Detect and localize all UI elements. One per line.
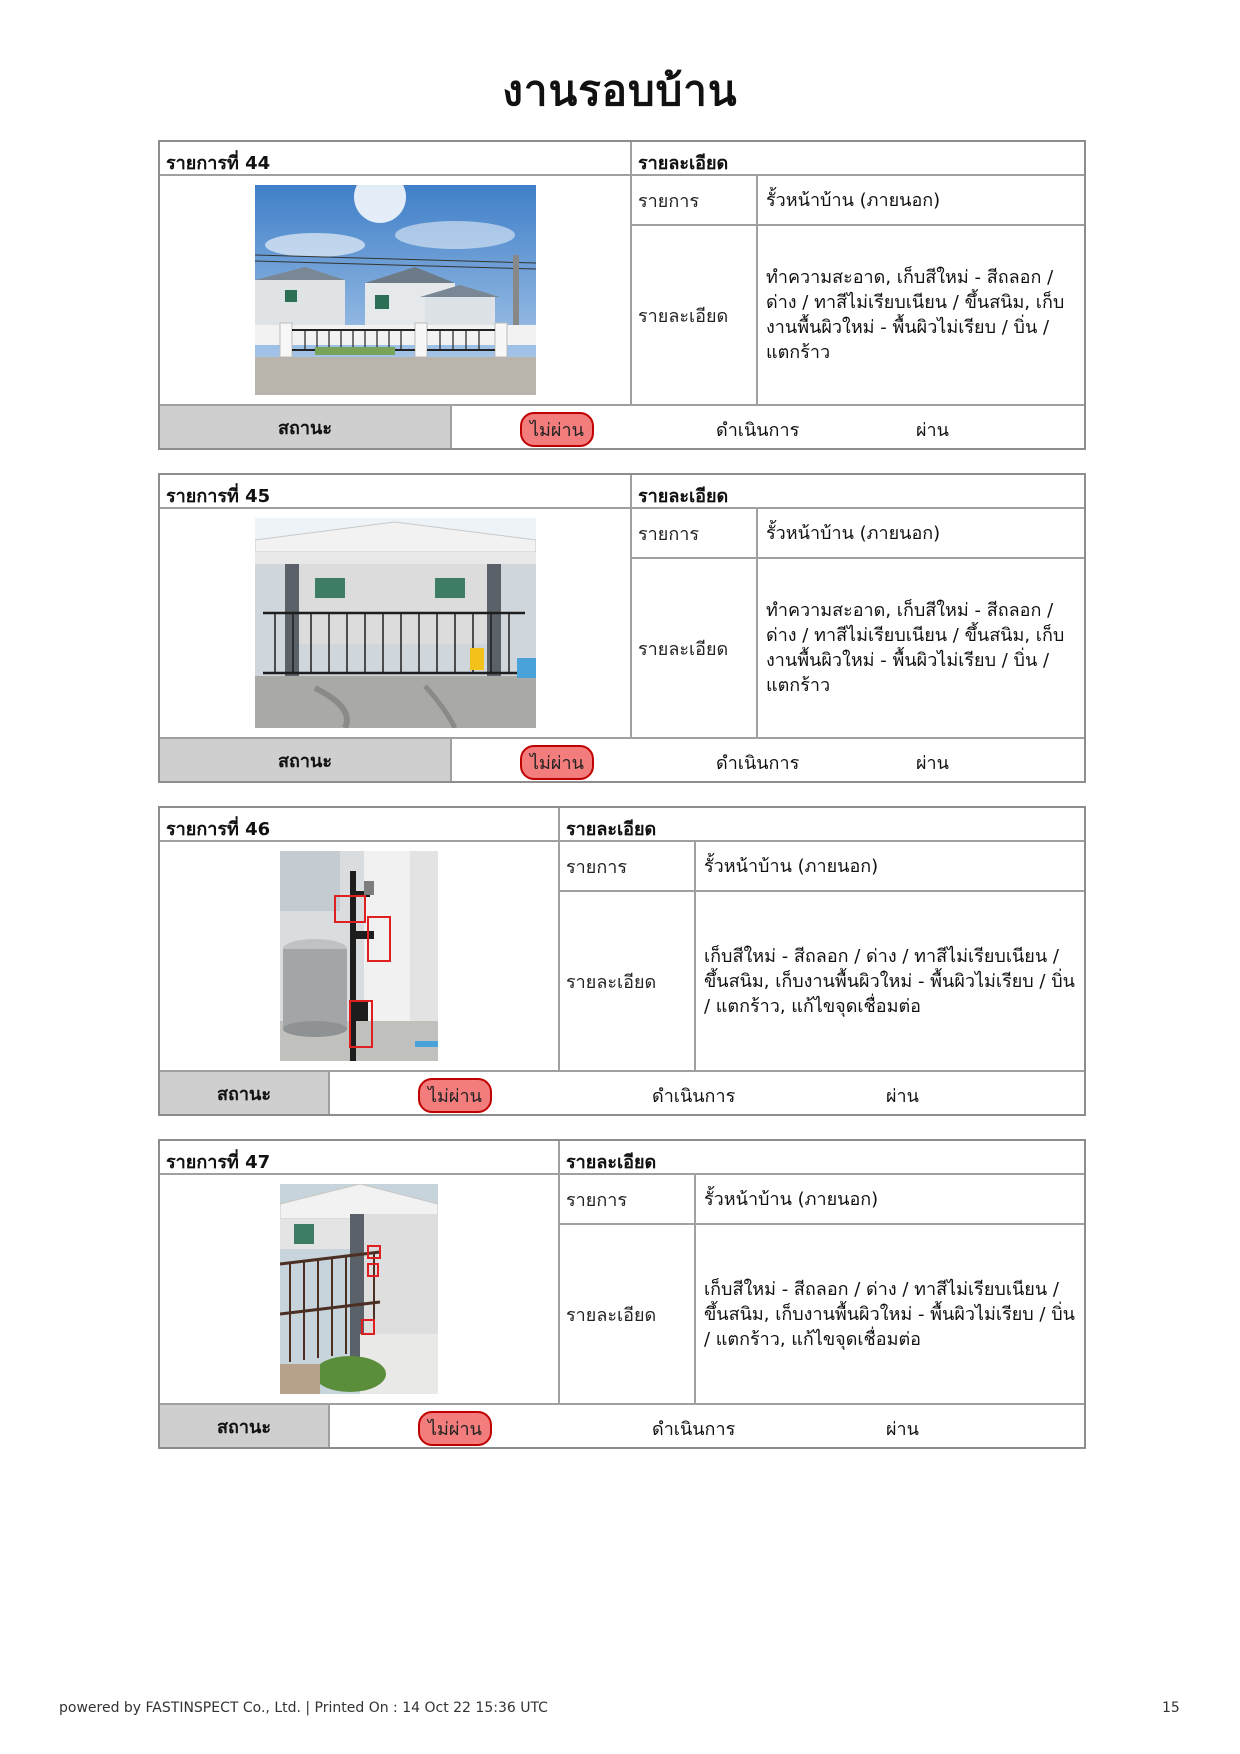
photo-cell [160,509,632,737]
status-options [452,406,1084,448]
description-label: รายละเอียด [560,1225,696,1403]
detail-column [632,176,1084,404]
status-fail-badge[interactable]: ไม่ผ่าน [520,412,594,447]
item-label: รายการ [632,176,758,224]
detail-header: รายละเอียด [638,486,729,507]
description-value: เก็บสีใหม่ - สีถลอก / ด่าง / ทาสีไม่เรียบเนียน / ขึ้นสนิม, เก็บงานพื้นผิวใหม่ - พื้นผิวไม่เรียบ / บิ่น / แตกร้าว, แก้ไขจุดเชื่อมต่อ [704,945,1075,1017]
detail-column [560,842,1084,1070]
description-row [560,1225,1084,1403]
description-label: รายละเอียด [632,226,758,404]
description-row [632,559,1084,737]
page-number: 15 [1162,1700,1180,1716]
status-label: สถานะ [160,739,452,781]
item-label: รายการ [560,1175,696,1223]
description-row [560,892,1084,1070]
status-row [160,739,1084,781]
detail-column [632,509,1084,737]
status-options [330,1405,1084,1447]
description-label: รายละเอียด [560,892,696,1070]
card-header-row [160,1141,1084,1175]
item-value: รั้วหน้าบ้าน (ภายนอก) [704,1188,879,1210]
card-body-row [160,509,1084,739]
inspection-card-45 [158,473,1086,783]
card-body-row [160,176,1084,406]
inspection-card-47 [158,1139,1086,1449]
house-front-photo[interactable] [255,185,536,395]
item-value: รั้วหน้าบ้าน (ภายนอก) [704,855,879,877]
status-fail-badge[interactable]: ไม่ผ่าน [418,1411,492,1446]
photo-cell [160,176,632,404]
status-label: สถานะ [160,406,452,448]
status-fail-badge[interactable]: ไม่ผ่าน [520,745,594,780]
carport-gate-photo[interactable] [255,518,536,728]
status-pass[interactable]: ผ่าน [886,1419,919,1440]
photo-cell [160,1175,560,1403]
card-header-row [160,142,1084,176]
description-row [632,226,1084,404]
inspection-card-44 [158,140,1086,450]
item-value: รั้วหน้าบ้าน (ภายนอก) [766,189,941,211]
description-value: ทำความสะอาด, เก็บสีใหม่ - สีถลอก / ด่าง / ทาสีไม่เรียบเนียน / ขึ้นสนิม, เก็บงานพื้นผิวใหม่ - พื้นผิวไม่เรียบ / บิ่น / แตกร้าว [766,600,1065,696]
item-row [560,1175,1084,1225]
status-in-progress[interactable]: ดำเนินการ [716,753,800,774]
photo-cell [160,842,560,1070]
status-options [330,1072,1084,1114]
status-row [160,1405,1084,1447]
status-row [160,406,1084,448]
status-label: สถานะ [160,1405,330,1447]
status-pass[interactable]: ผ่าน [916,753,949,774]
description-label: รายละเอียด [632,559,758,737]
card-body-row [160,1175,1084,1405]
status-row [160,1072,1084,1114]
status-label: สถานะ [160,1072,330,1114]
item-row [632,176,1084,226]
status-in-progress[interactable]: ดำเนินการ [716,420,800,441]
item-number: รายการที่ 44 [160,142,632,174]
item-label: รายการ [632,509,758,557]
card-header-row [160,475,1084,509]
item-number: รายการที่ 46 [160,808,560,840]
detail-header: รายละเอียด [566,1152,657,1173]
item-row [632,509,1084,559]
inspection-card-46 [158,806,1086,1116]
card-header-row [160,808,1084,842]
status-in-progress[interactable]: ดำเนินการ [652,1419,736,1440]
status-pass[interactable]: ผ่าน [886,1086,919,1107]
description-value: ทำความสะอาด, เก็บสีใหม่ - สีถลอก / ด่าง / ทาสีไม่เรียบเนียน / ขึ้นสนิม, เก็บงานพื้นผิวใหม่ - พื้นผิวไม่เรียบ / บิ่น / แตกร้าว [766,267,1065,363]
item-number: รายการที่ 45 [160,475,632,507]
gate-latch-photo[interactable] [280,851,438,1061]
status-in-progress[interactable]: ดำเนินการ [652,1086,736,1107]
status-options [452,739,1084,781]
side-gate-photo[interactable] [280,1184,438,1394]
item-value: รั้วหน้าบ้าน (ภายนอก) [766,522,941,544]
page-title: งานรอบบ้าน [502,66,738,115]
status-pass[interactable]: ผ่าน [916,420,949,441]
item-number: รายการที่ 47 [160,1141,560,1173]
detail-header: รายละเอียด [638,153,729,174]
footer-printed-info: powered by FASTINSPECT Co., Ltd. | Printed On : 14 Oct 22 15:36 UTC [59,1700,548,1716]
item-row [560,842,1084,892]
card-body-row [160,842,1084,1072]
detail-column [560,1175,1084,1403]
status-fail-badge[interactable]: ไม่ผ่าน [418,1078,492,1113]
item-label: รายการ [560,842,696,890]
description-value: เก็บสีใหม่ - สีถลอก / ด่าง / ทาสีไม่เรียบเนียน / ขึ้นสนิม, เก็บงานพื้นผิวใหม่ - พื้นผิวไม่เรียบ / บิ่น / แตกร้าว, แก้ไขจุดเชื่อมต่อ [704,1278,1075,1350]
detail-header: รายละเอียด [566,819,657,840]
